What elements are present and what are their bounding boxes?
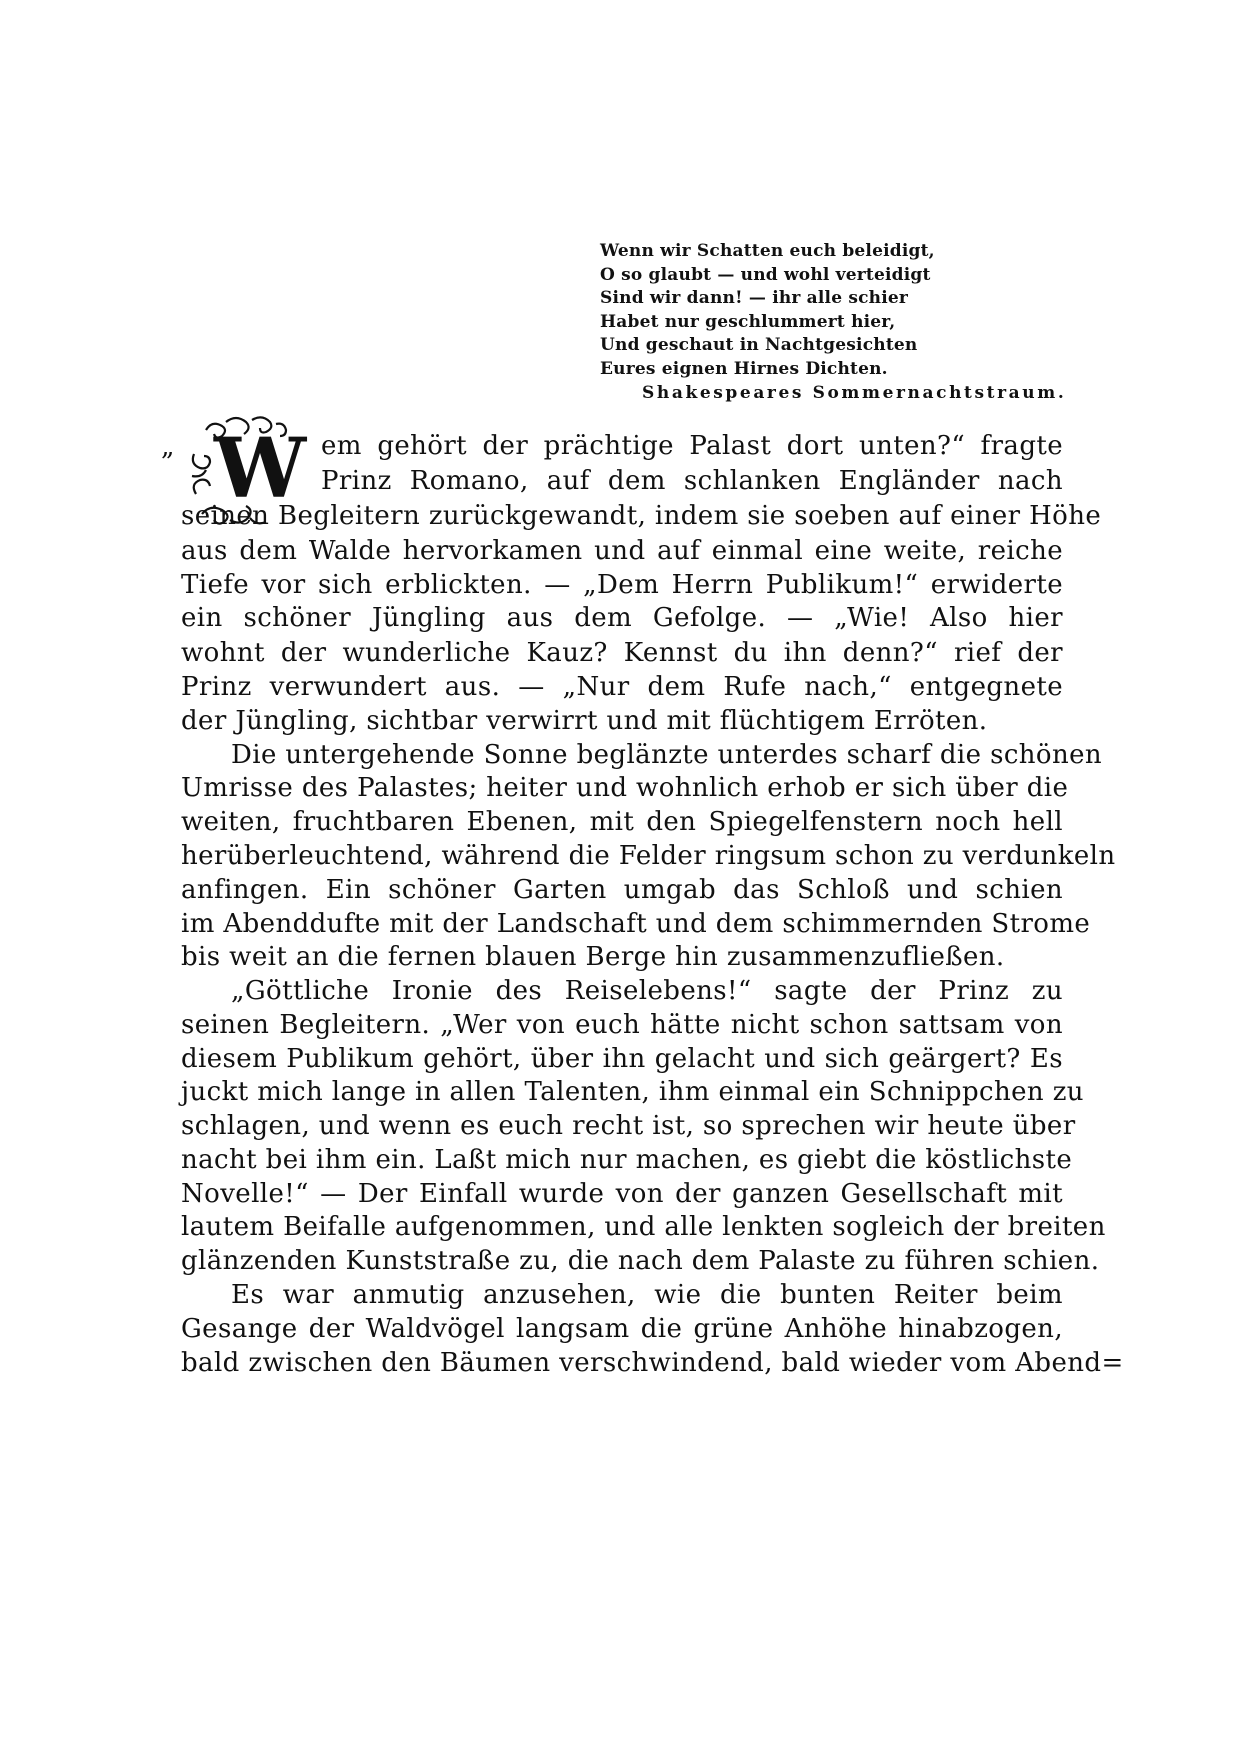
text-line: Prinz Romano, auf dem schlanken Engländer nach	[321, 466, 1063, 496]
text-line: lautem Beifalle aufgenommen, und alle lenkten sogleich der breiten	[181, 1212, 1106, 1242]
text-line: weiten, fruchtbaren Ebenen, mit den Spiegelfenstern noch hell	[181, 807, 1063, 837]
text-line: „Göttliche Ironie des Reiselebens!“ sagte der Prinz zu	[231, 976, 1063, 1006]
epigraph-verse: Habet nur geschlummert hier,	[600, 311, 896, 332]
epigraph-verse: O so glaubt — und wohl verteidigt	[600, 264, 931, 285]
text-line: seinen Begleitern zurückgewandt, indem sie soeben auf einer Höhe	[181, 501, 1102, 531]
text-line: schlagen, und wenn es euch recht ist, so sprechen wir heute über	[181, 1111, 1076, 1141]
text-line: herüberleuchtend, während die Felder ringsum schon zu verdunkeln	[181, 841, 1116, 871]
text-line: ein schöner Jüngling aus dem Gefolge. — „Wie! Also hier	[181, 603, 1063, 633]
text-line: glänzenden Kunststraße zu, die nach dem Palaste zu führen schien.	[181, 1246, 1100, 1276]
opening-quote: „	[161, 432, 175, 462]
text-line: wohnt der wunderliche Kauz? Kennst du ihn denn?“ rief der	[181, 638, 1063, 668]
text-line: Prinz verwundert aus. — „Nur dem Rufe nach,“ entgegnete	[181, 672, 1063, 702]
text-line: Die untergehende Sonne beglänzte unterdes scharf die schönen	[231, 740, 1103, 770]
epigraph-source: Shakespeares Sommernachtstraum.	[642, 383, 1067, 403]
text-line: juckt mich lange in allen Talenten, ihm einmal ein Schnippchen zu	[181, 1077, 1084, 1107]
text-line: im Abenddufte mit der Landschaft und dem schimmernden Strome	[181, 909, 1091, 939]
text-line: Gesange der Waldvögel langsam die grüne Anhöhe hinabzogen,	[181, 1314, 1063, 1344]
text-line: seinen Begleitern. „Wer von euch hätte nicht schon sattsam von	[181, 1010, 1063, 1040]
text-line: Novelle!“ — Der Einfall wurde von der ganzen Gesellschaft mit	[181, 1179, 1063, 1209]
text-line: Es war anmutig anzusehen, wie die bunten Reiter beim	[231, 1280, 1063, 1310]
text-line: bald zwischen den Bäumen verschwindend, bald wieder vom Abend=	[181, 1348, 1124, 1378]
text-line: bis weit an die fernen blauen Berge hin zusammenzufließen.	[181, 942, 1005, 972]
text-line: em gehört der prächtige Palast dort unten?“ fragte	[321, 431, 1063, 461]
drop-cap-letter: W	[214, 421, 307, 517]
text-line: der Jüngling, sichtbar verwirrt und mit flüchtigem Erröten.	[181, 706, 988, 736]
text-line: diesem Publikum gehört, über ihn gelacht und sich geärgert? Es	[181, 1044, 1063, 1074]
text-line: aus dem Walde hervorkamen und auf einmal eine weite, reiche	[181, 536, 1063, 566]
epigraph-verse: Wenn wir Schatten euch beleidigt,	[600, 241, 935, 261]
epigraph	[600, 240, 1067, 405]
text-line: Umrisse des Palastes; heiter und wohnlich erhob er sich über die	[181, 773, 1069, 803]
text-line: anfingen. Ein schöner Garten umgab das Schloß und schien	[181, 875, 1063, 905]
epigraph-verse: Eures eignen Hirnes Dichten.	[600, 358, 888, 379]
epigraph-verse: Und geschaut in Nachtgesichten	[600, 335, 918, 355]
text-line: nacht bei ihm ein. Laßt mich nur machen, es giebt die köstlichste	[181, 1145, 1073, 1175]
epigraph-verse: Sind wir dann! — ihr alle schier	[600, 288, 909, 308]
text-line: Tiefe vor sich erblickten. — „Dem Herrn Publikum!“ erwiderte	[181, 570, 1063, 600]
